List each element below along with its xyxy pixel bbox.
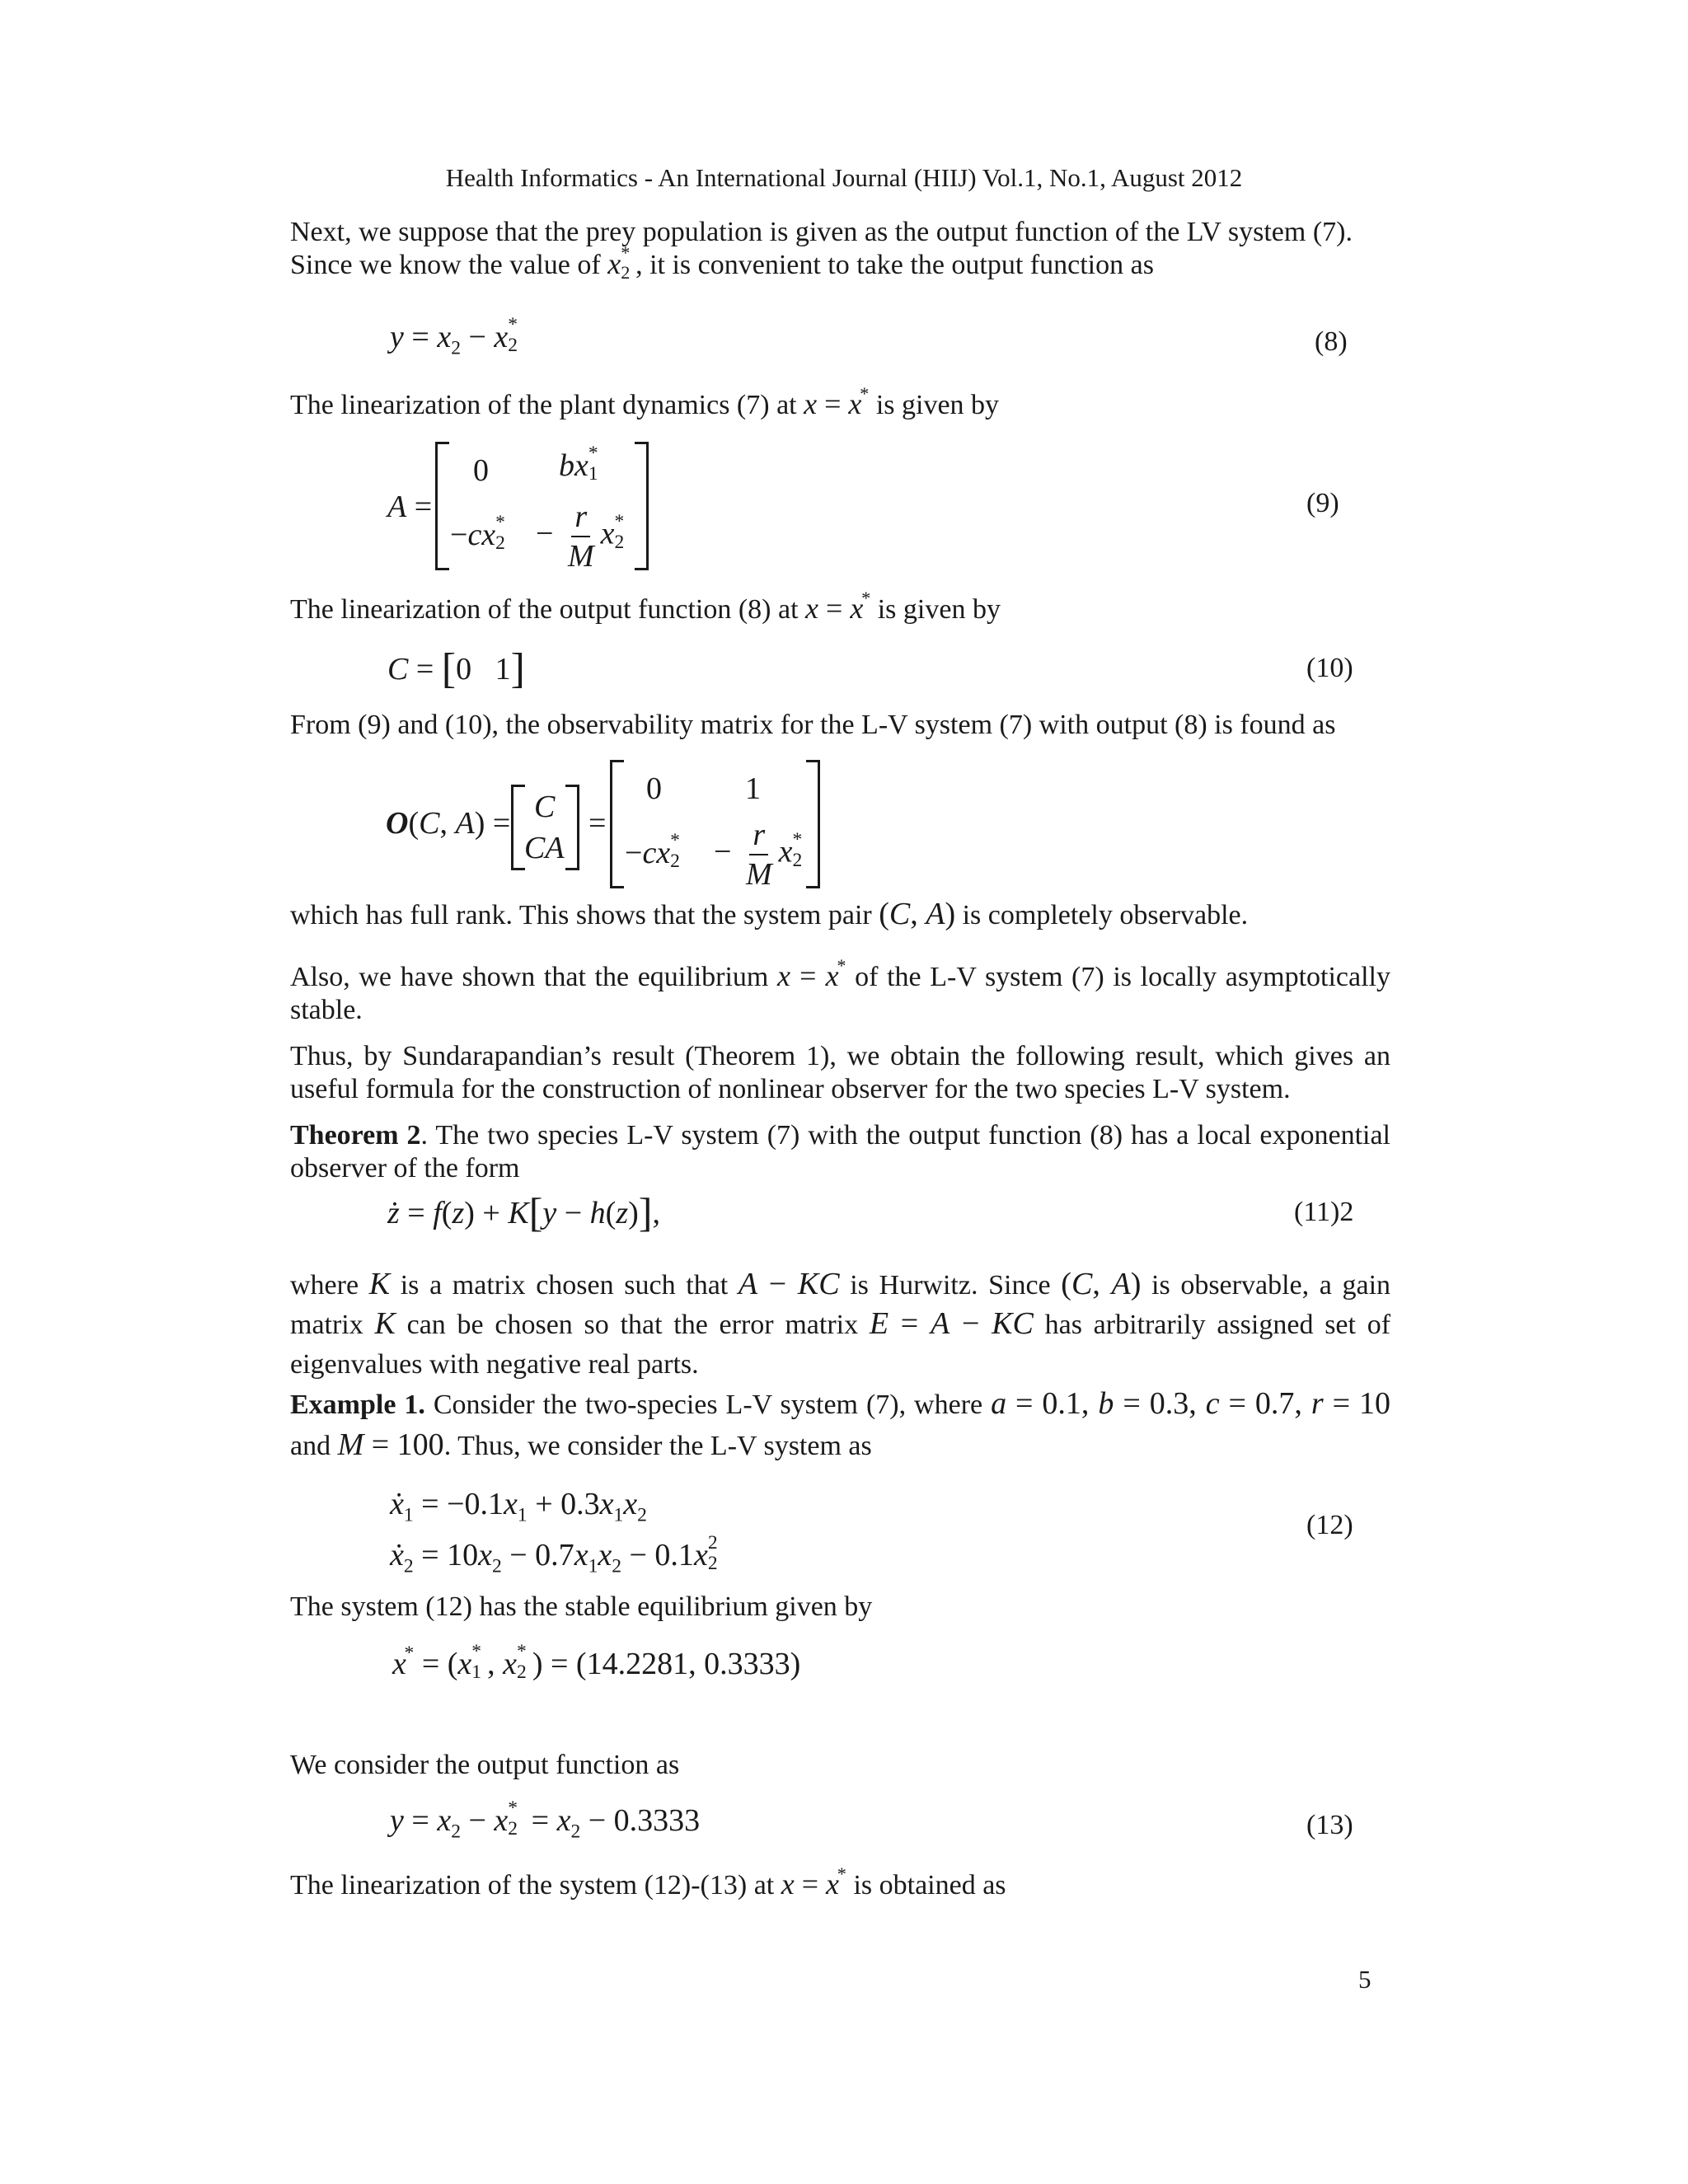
equation-9-number: (9): [1306, 488, 1339, 518]
paragraph-hurwitz: where K is a matrix chosen such that A − KC is Hurwitz. Since (C, A) is observable, a gain matrix K can be chosen so that the error matrix E = A − KC has arbitrarily assigned set of eigenvalues with negative real parts.: [290, 1267, 1391, 1380]
paragraph-linearization-plant: The linearization of the plant dynamics (7) at x = x* is given by: [290, 383, 1000, 420]
equation-8-number: (8): [1315, 326, 1348, 357]
equation-13-number: (13): [1306, 1810, 1353, 1840]
paragraph-linearization-output: The linearization of the output function (8) at x = x* is given by: [290, 588, 1001, 625]
equation-8: $y = x_2 - x$ * 2: [390, 314, 518, 359]
paragraph-intro: Next, we suppose that the prey population is given as the output function of the LV system (7). Since we know the value of x * 2 , it is convenient to take the output function as: [290, 217, 1353, 283]
equation-12-number: (12): [1306, 1510, 1353, 1540]
page-number: 5: [1358, 1965, 1372, 1994]
equation-12-line-2: ẋ$_2$ = $10x_2 - 0.7x_1x_2 - 0.1x$ 2 2: [390, 1532, 718, 1577]
equation-11-number: (11)2: [1294, 1197, 1354, 1227]
paragraph-output-function: We consider the output function as: [290, 1750, 680, 1780]
paragraph-observability: From (9) and (10), the observability matrix for the L-V system (7) with output (8) is found as: [290, 710, 1336, 740]
example-1-label: Example 1.: [290, 1390, 425, 1420]
theorem-2-label: Theorem 2: [290, 1120, 421, 1151]
equation-equilibrium: x* = (x * 1 , x * 2 ) = (14.2281, 0.3333): [392, 1641, 801, 1684]
paragraph-sundarapandian: Thus, by Sundarapandian’s result (Theorem 1), we obtain the following result, which gives an useful formula for the construction of nonlinear observer for the two species L-V system.: [290, 1041, 1390, 1104]
equation-10: C = [0 1]: [387, 645, 525, 692]
equation-10-number: (10): [1306, 653, 1353, 683]
paragraph-full-rank: which has full rank. This shows that the system pair (C, A) is completely observable.: [290, 897, 1249, 931]
equation-13: $y = x_2 - x$ * 2 = $x_2 - 0.3333$: [390, 1797, 701, 1843]
paragraph-stability: Also, we have shown that the equilibrium x = x* of the L-V system (7) is locally asymptotically stable.: [290, 955, 1390, 1025]
theorem-2: Theorem 2. The two species L-V system (7) with the output function (8) has a local exponential observer of the form: [290, 1120, 1390, 1183]
equation-11: ż = f(z) + K[y − h(z)],: [387, 1189, 660, 1235]
running-header: Health Informatics - An International Journal (HIIJ) Vol.1, No.1, August 2012: [445, 163, 1243, 192]
paragraph-stable-equilibrium: The system (12) has the stable equilibrium given by: [290, 1591, 873, 1622]
equation-9-matrix-A: A = 0 bx * 1 −cx * 2 − $\frac{r}{M}$ x * 2: [387, 438, 659, 570]
example-1: Example 1. Consider the two-species L-V system (7), where a = 0.1, b = 0.3, c = 0.7, r = 10 and M = 100. Thus, we consider the L-V system as: [290, 1386, 1391, 1462]
equation-observability-matrix: O(C, A) = C CA = 0 1 −cx * 2 − $\frac{r}{M}$ x * 2: [386, 757, 847, 888]
paragraph-linearization-system: The linearization of the system (12)-(13) at x = x* is obtained as: [290, 1863, 1006, 1900]
equation-12-line-1: ẋ$_1$ = $-0.1x_1 + 0.3x_1x_2$: [390, 1487, 647, 1526]
